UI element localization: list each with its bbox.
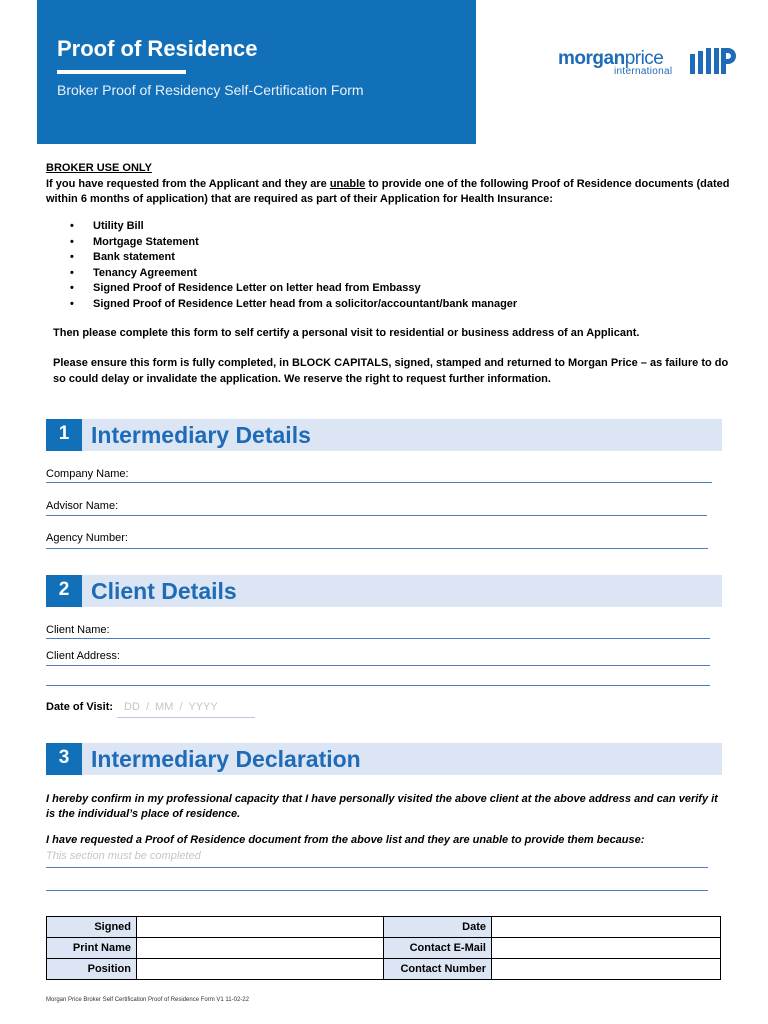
section-number: 2 — [46, 575, 82, 607]
print-name-field[interactable] — [137, 938, 384, 959]
mp-logo-icon — [690, 48, 738, 76]
header-banner — [37, 0, 476, 144]
signed-field[interactable] — [137, 917, 384, 938]
date-of-visit-input[interactable]: DD / MM / YYYY — [124, 701, 218, 713]
section-title: Intermediary Declaration — [91, 746, 361, 772]
declaration-statement-1: I hereby confirm in my professional capacity that I have personally visited the above client at the above address and can verify it is the individual’s place of residence. — [46, 793, 718, 820]
list-item: • Utility Bill — [70, 219, 517, 235]
intro-text-b: to provide one of the following Proof of Residence documents (dated within 6 months of application) that are required as part of their Application for Health Insurance: — [46, 177, 730, 205]
section-intermediary-declaration — [46, 743, 722, 775]
reason-field-line2[interactable] — [46, 890, 708, 891]
advisor-name-field[interactable] — [46, 515, 707, 516]
position-field[interactable] — [137, 959, 384, 980]
date-field[interactable] — [492, 917, 721, 938]
intro-block — [46, 161, 736, 208]
section-title: Intermediary Details — [91, 422, 311, 448]
section-number: 3 — [46, 743, 82, 775]
date-label: Date — [384, 917, 492, 938]
page-title: Proof of Residence — [57, 36, 258, 61]
intro-text-a: If you have requested from the Applicant and they are — [46, 177, 330, 190]
section-title: Client Details — [91, 578, 237, 604]
logo-word-bold: morgan — [558, 48, 625, 69]
instruction-paragraph-1: Then please complete this form to self certify a personal visit to residential or business address of an Applicant. — [53, 327, 640, 339]
section-client-details — [46, 575, 722, 607]
table-row — [47, 917, 721, 938]
list-item: • Mortgage Statement — [70, 235, 517, 251]
contact-email-label: Contact E-Mail — [384, 938, 492, 959]
morgan-price-logo — [558, 48, 743, 78]
client-address-field-line2[interactable] — [46, 685, 710, 686]
client-address-field[interactable] — [46, 665, 710, 666]
print-name-label: Print Name — [47, 938, 137, 959]
contact-email-field[interactable] — [492, 938, 721, 959]
list-item: • Bank statement — [70, 250, 517, 266]
title-underline — [57, 70, 186, 74]
declaration-statement-2: I have requested a Proof of Residence document from the above list and they are unable to provide them because: — [46, 834, 645, 846]
instruction-paragraph-2: Please ensure this form is fully completed, in BLOCK CAPITALS, signed, stamped and returned to Morgan Price – as failure to do so could delay or invalidate the application. We reserve the right to request further information. — [53, 357, 729, 385]
reason-field-line1[interactable] — [46, 867, 708, 868]
list-item: • Signed Proof of Residence Letter head from a solicitor/accountant/bank manager — [70, 297, 517, 313]
signature-table — [46, 916, 721, 980]
table-row — [47, 959, 721, 980]
contact-number-label: Contact Number — [384, 959, 492, 980]
reason-input[interactable]: This section must be completed — [46, 850, 201, 862]
client-name-field[interactable] — [46, 638, 710, 639]
client-address-label: Client Address: — [46, 650, 120, 662]
table-row — [47, 938, 721, 959]
client-name-label: Client Name: — [46, 624, 110, 636]
list-item: • Tenancy Agreement — [70, 266, 517, 282]
position-label: Position — [47, 959, 137, 980]
agency-number-label: Agency Number: — [46, 532, 128, 544]
company-name-field[interactable] — [46, 482, 712, 483]
company-name-label: Company Name: — [46, 468, 129, 480]
logo-word-light: price — [624, 48, 664, 69]
section-number: 1 — [46, 419, 82, 451]
broker-use-heading: BROKER USE ONLY — [46, 162, 152, 174]
logo-subtext: international — [614, 66, 673, 77]
agency-number-field[interactable] — [46, 548, 708, 549]
document-list — [70, 219, 517, 312]
intro-text — [46, 177, 736, 208]
footer-text: Morgan Price Broker Self Certification Proof of Residence Form V1 11-02-22 — [46, 997, 249, 1003]
date-of-visit-label: Date of Visit: — [46, 701, 114, 713]
advisor-name-label: Advisor Name: — [46, 500, 119, 512]
list-item: • Signed Proof of Residence Letter on letter head from Embassy — [70, 281, 517, 297]
date-of-visit-underline — [117, 717, 255, 718]
intro-text-underlined: unable — [329, 177, 366, 190]
signed-label: Signed — [47, 917, 137, 938]
section-intermediary-details — [46, 419, 722, 451]
page-subtitle: Broker Proof of Residency Self-Certification Form — [57, 82, 364, 98]
contact-number-field[interactable] — [492, 959, 721, 980]
